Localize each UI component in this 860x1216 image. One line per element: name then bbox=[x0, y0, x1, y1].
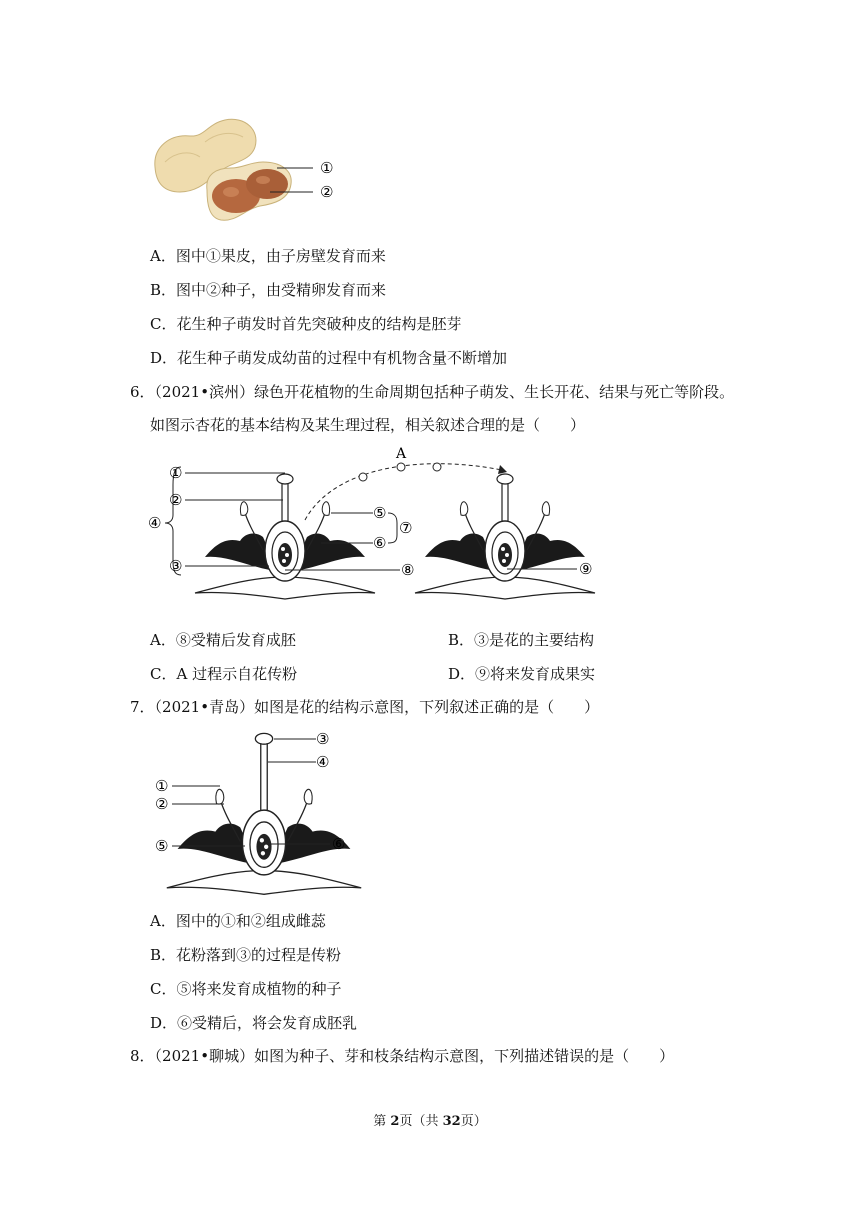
q7-flower-figure bbox=[150, 728, 370, 903]
peanut-figure bbox=[145, 112, 345, 227]
q7-option-c: C．⑤将来发育成植物的种子 bbox=[150, 980, 342, 998]
peanut-label-2: ② bbox=[320, 183, 334, 201]
q7-label-4: ④ bbox=[316, 753, 330, 771]
q6-stem-line2: 如图示杏花的基本结构及某生理过程，相关叙述合理的是（ ） bbox=[150, 416, 586, 434]
q6-label-4: ④ bbox=[148, 514, 162, 532]
q6-stem-line1: 6．（2021•滨州）绿色开花植物的生命周期包括种子萌发、生长开花、结果与死亡等阶段。 bbox=[130, 383, 735, 401]
q6-label-2: ② bbox=[169, 491, 183, 509]
q5-option-d: D．花生种子萌发成幼苗的过程中有机物含量不断增加 bbox=[150, 349, 508, 367]
q6-label-1: ① bbox=[169, 464, 183, 482]
q8-stem: 8．（2021•聊城）如图为种子、芽和枝条结构示意图，下列描述错误的是（ ） bbox=[130, 1047, 675, 1065]
footer-suffix: 页） bbox=[460, 1114, 487, 1129]
q7-label-3: ③ bbox=[316, 730, 330, 748]
q7-label-6: ⑥ bbox=[332, 835, 346, 853]
q6-label-5: ⑤ bbox=[373, 504, 387, 522]
q6-label-3: ③ bbox=[169, 557, 183, 575]
q6-flower-figure bbox=[145, 445, 615, 605]
q5-option-b: B．图中②种子，由受精卵发育而来 bbox=[150, 281, 387, 299]
q6-label-9: ⑨ bbox=[579, 560, 593, 578]
peanut-label-1: ① bbox=[320, 159, 334, 177]
q7-label-5: ⑤ bbox=[155, 837, 169, 855]
footer-prefix: 第 bbox=[373, 1114, 391, 1129]
q6-label-8: ⑧ bbox=[401, 561, 415, 579]
q5-option-c: C．花生种子萌发时首先突破种皮的结构是胚芽 bbox=[150, 315, 462, 333]
q6-arrow-label: A bbox=[396, 446, 407, 462]
q6-option-c: C．A 过程示自花传粉 bbox=[150, 665, 298, 683]
q7-label-1: ① bbox=[155, 777, 169, 795]
footer-total-pages: 32 bbox=[442, 1114, 461, 1129]
q6-label-6: ⑥ bbox=[373, 534, 387, 552]
q7-stem: 7．（2021•青岛）如图是花的结构示意图，下列叙述正确的是（ ） bbox=[130, 698, 600, 716]
q7-label-2: ② bbox=[155, 795, 169, 813]
footer-page-number: 2 bbox=[390, 1114, 400, 1129]
q6-option-b: B．③是花的主要结构 bbox=[448, 631, 595, 649]
q7-option-b: B．花粉落到③的过程是传粉 bbox=[150, 946, 342, 964]
q7-option-d: D．⑥受精后，将会发育成胚乳 bbox=[150, 1014, 358, 1032]
q6-option-d: D．⑨将来发育成果实 bbox=[448, 665, 596, 683]
page-footer bbox=[0, 1110, 860, 1129]
footer-middle: 页（共 bbox=[399, 1114, 443, 1129]
q6-label-7: ⑦ bbox=[399, 519, 413, 537]
q5-option-a: A．图中①果皮，由子房壁发育而来 bbox=[150, 247, 386, 265]
q7-option-a: A．图中的①和②组成雌蕊 bbox=[150, 912, 326, 930]
q6-option-a: A．⑧受精后发育成胚 bbox=[150, 631, 296, 649]
